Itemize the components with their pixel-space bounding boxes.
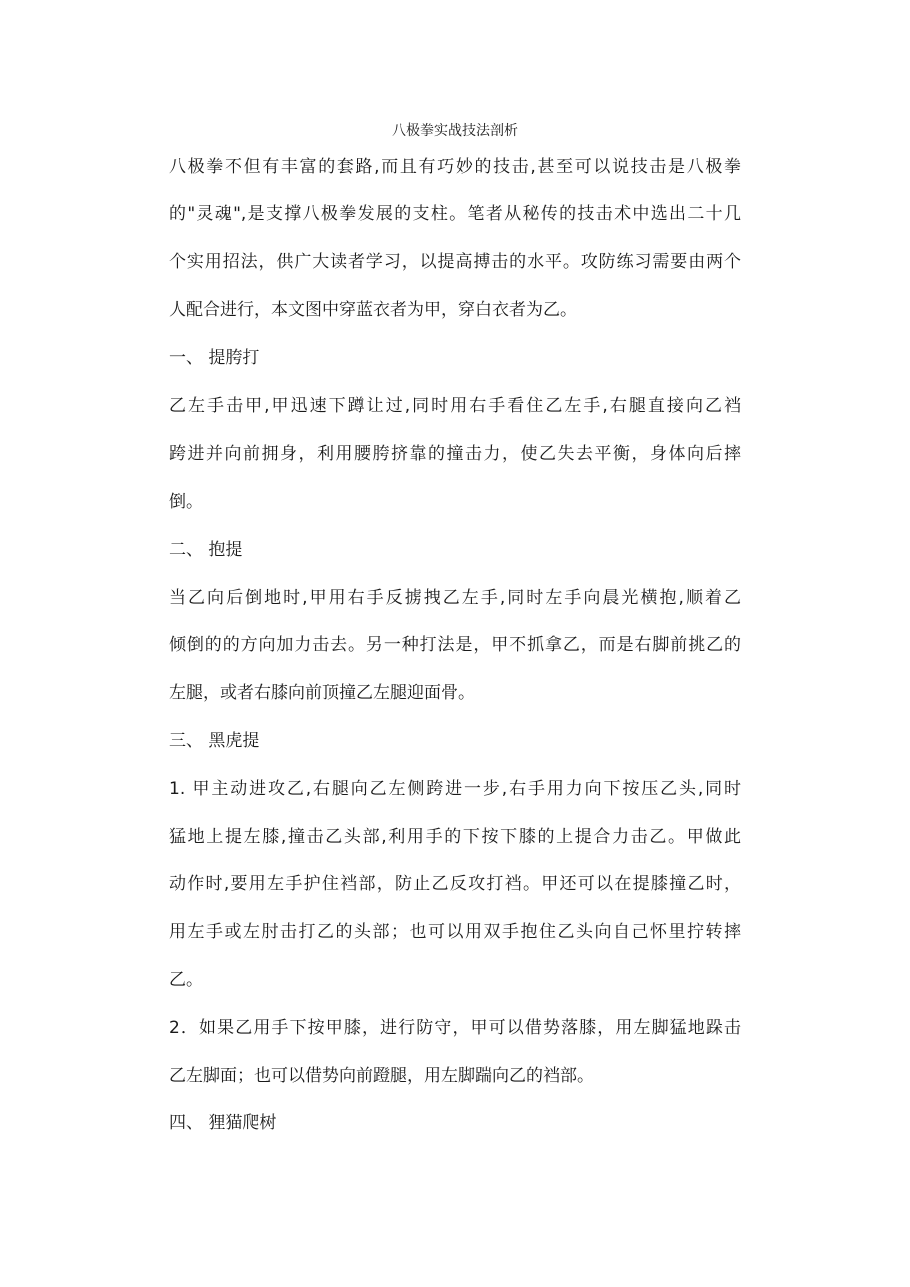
paragraph-line: 乙左脚面；也可以借势向前蹬腿，用左脚踹向乙的裆部。 [169,1066,594,1086]
paragraph-line: 2．如果乙用手下按甲膝，进行防守，甲可以借势落膝，用左脚猛地跺击 [169,1018,741,1038]
paragraph-line: 左腿，或者右膝向前顶撞乙左腿迎面骨。 [169,683,475,703]
paragraph-line: 个实用招法，供广大读者学习，以提高搏击的水平。攻防练习需要由两个 [169,252,741,272]
paragraph-line: 用左手或左肘击打乙的头部；也可以用双手抱住乙头向自己怀里拧转摔 [169,922,741,942]
paragraph-line: 的"灵魂",是支撑八极拳发展的支柱。笔者从秘传的技击术中选出二十几 [169,204,741,224]
section-heading: 一、 提胯打 [169,348,260,368]
paragraph-line: 倒。 [169,492,203,512]
paragraph-line: 猛地上提左膝,撞击乙头部,利用手的下按下膝的上提合力击乙。甲做此 [169,827,741,847]
document-title: 八极拳实战技法剖析 [392,123,518,139]
paragraph-line: 乙。 [169,970,203,990]
paragraph-line: 动作时,要用左手护住裆部，防止乙反攻打裆。甲还可以在提膝撞乙时， [169,874,741,894]
paragraph-line: 乙左手击甲,甲迅速下蹲让过,同时用右手看住乙左手,右腿直接向乙裆 [169,396,741,416]
paragraph-line: 人配合进行，本文图中穿蓝衣者为甲，穿白衣者为乙。 [169,300,577,320]
paragraph-line: 跨进并向前拥身，利用腰胯挤靠的撞击力，使乙失去平衡，身体向后摔 [169,444,741,464]
paragraph-line: 当乙向后倒地时,甲用右手反掳拽乙左手,同时左手向晨光横抱,顺着乙 [169,588,741,608]
section-heading: 三、 黑虎提 [169,731,260,751]
section-heading: 二、 抱提 [169,540,243,560]
paragraph-line: 1. 甲主动进攻乙,右腿向乙左侧跨进一步,右手用力向下按压乙头,同时 [169,779,741,799]
section-heading: 四、 狸猫爬树 [169,1113,277,1133]
paragraph-line: 八极拳不但有丰富的套路,而且有巧妙的技击,甚至可以说技击是八极拳 [169,157,741,177]
paragraph-line: 倾倒的的方向加力击去。另一种打法是，甲不抓拿乙，而是右脚前挑乙的 [169,635,741,655]
